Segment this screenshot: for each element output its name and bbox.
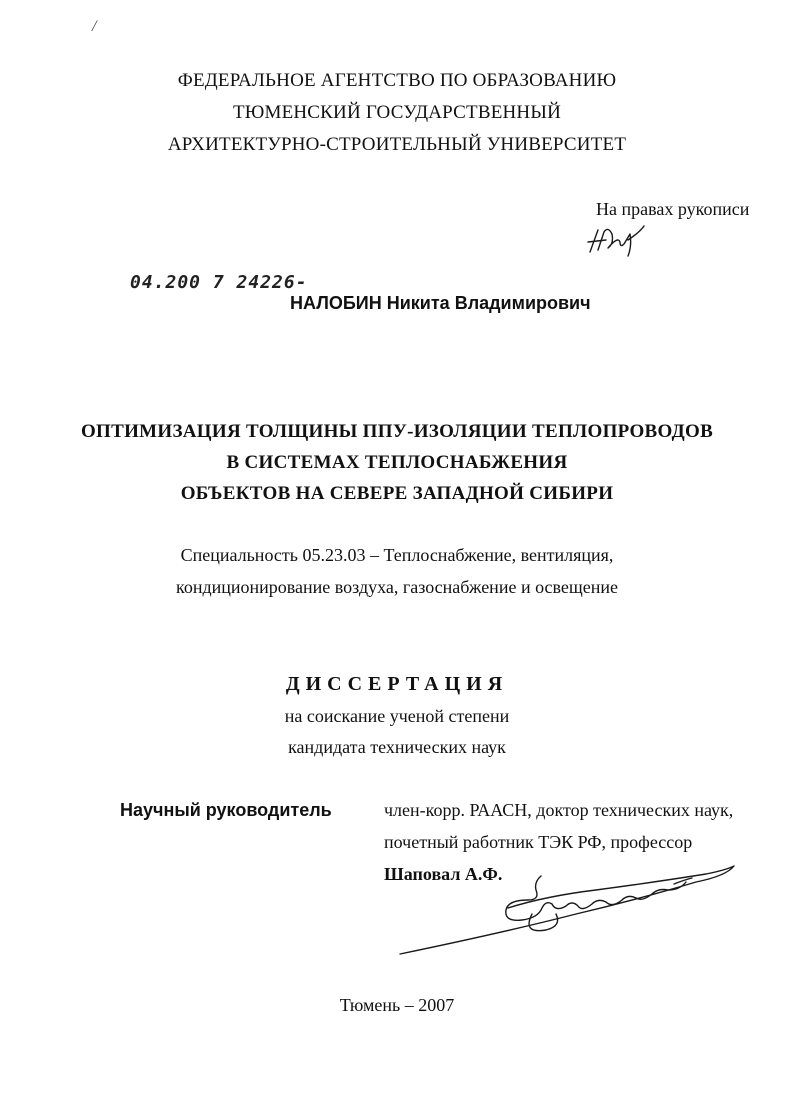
title-line-3: ОБЪЕКТОВ НА СЕВЕРЕ ЗАПАДНОЙ СИБИРИ	[180, 483, 614, 504]
supervisor-label: Научный руководитель	[120, 800, 332, 820]
specialty-line-2: кондиционирование воздуха, газоснабжение и освещение	[175, 577, 618, 597]
manuscript-note: На правах рукописи	[596, 199, 750, 219]
degree-line-1: на соискание ученой степени	[284, 706, 510, 726]
supervisor-signature	[396, 856, 746, 960]
org-line-3: АРХИТЕКТУРНО-СТРОИТЕЛЬНЫЙ УНИВЕРСИТЕТ	[167, 134, 627, 155]
supervisor-credentials-2: почетный работник ТЭК РФ, профессор	[384, 832, 693, 852]
title-line-2: В СИСТЕМАХ ТЕПЛОСНАБЖЕНИЯ	[226, 452, 568, 473]
specialty-line-1: Специальность 05.23.03 – Теплоснабжение, вентиляция,	[180, 545, 614, 565]
supervisor-name: Шаповал А.Ф.	[384, 864, 503, 884]
author-signature-mark	[584, 222, 654, 260]
supervisor-credentials-1: член-корр. РААСН, доктор технических наук,	[384, 800, 734, 820]
city-year: Тюмень – 2007	[339, 995, 455, 1015]
org-line-1: ФЕДЕРАЛЬНОЕ АГЕНТСТВО ПО ОБРАЗОВАНИЮ	[177, 70, 617, 91]
dissertation-heading: ДИССЕРТАЦИЯ	[285, 673, 509, 695]
title-line-1: ОПТИМИЗАЦИЯ ТОЛЩИНЫ ППУ-ИЗОЛЯЦИИ ТЕПЛОПРОВОДОВ	[80, 421, 714, 442]
org-line-2: ТЮМЕНСКИЙ ГОСУДАРСТВЕННЫЙ	[232, 102, 562, 123]
margin-mark: /	[92, 18, 97, 35]
author-name: НАЛОБИН Никита Владимирович	[290, 293, 591, 313]
degree-line-2: кандидата технических наук	[288, 737, 506, 757]
registration-number: 04.200 7 24226-	[130, 272, 308, 293]
